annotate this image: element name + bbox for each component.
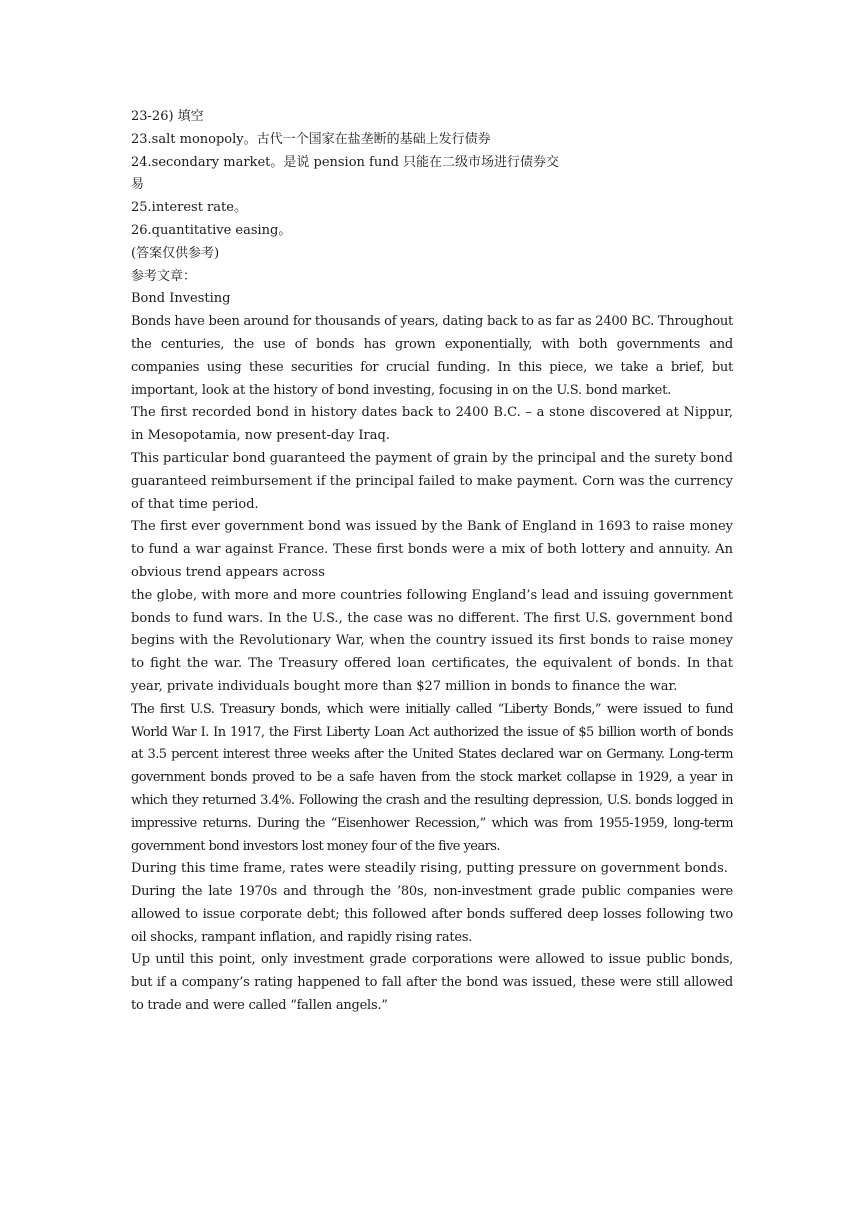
article-paragraph-8: During the late 1970s and through the ’80s, non-investment grade public companies were allowed to issue corporate debt; this followed after bonds suffered deep losses following two oil shocks, rampant inflation, and rapidly rising rates. bbox=[131, 884, 733, 945]
answers-note: (答案仅供参考) bbox=[131, 245, 220, 261]
answer-item-26: 26.quantitative easing。 bbox=[131, 222, 292, 238]
answer-item-23: 23.salt monopoly。古代一个国家在盐垄断的基础上发行债券 bbox=[131, 131, 491, 147]
document-page bbox=[131, 106, 733, 1018]
article-title: Bond Investing bbox=[131, 291, 231, 307]
article-paragraph-6: The first U.S. Treasury bonds, which were initially called “Liberty Bonds,” were issued to fund World War I. In 1917, the First Liberty Loan Act authorized the issue of $5 billion worth of bonds at 3.5 percent interest three weeks after the United States declared war on Germany. Long-term government bonds proved to be a safe haven from the stock market collapse in 1929, a year in which they returned 3.4%. Following the crash and the resulting depression, U.S. bonds logged in impressive returns. During the “Eisenhower Recession,” which was from 1955-1959, long-term government bond investors lost money four of the five years. bbox=[131, 701, 733, 854]
article-paragraph-2: The first recorded bond in history dates back to 2400 B.C. – a stone discovered at Nippur, in Mesopotamia, now present-day Iraq. bbox=[131, 405, 733, 444]
article-paragraph-3: This particular bond guaranteed the payment of grain by the principal and the surety bond guaranteed reimbursement if the principal failed to make payment. Corn was the currency of that time period. bbox=[131, 450, 733, 512]
article-paragraph-9: Up until this point, only investment grade corporations were allowed to issue public bonds, but if a company’s rating happened to fall after the bond was issued, these were still allowed to trade and were called “fallen angels.” bbox=[131, 952, 733, 1014]
answer-item-24: 24.secondary market。是说 pension fund 只能在二级市场进行债券交 bbox=[131, 154, 560, 170]
answers-heading: 23-26) 填空 bbox=[131, 109, 204, 124]
article-label: 参考文章： bbox=[131, 268, 197, 284]
article-paragraph-7: During this time frame, rates were steadily rising, putting pressure on government bonds. bbox=[131, 861, 728, 877]
article-paragraph-4: The first ever government bond was issued by the Bank of England in 1693 to raise money to fund a war against France. These first bonds were a mix of both lottery and annuity. An obvious trend appears across bbox=[131, 519, 733, 580]
answer-item-24-continued: 易 bbox=[131, 177, 145, 193]
article-paragraph-1: Bonds have been around for thousands of years, dating back to as far as 2400 BC. Throughout the centuries, the use of bonds has grown exponentially, with both governments and companies using these securities for crucial funding. In this piece, we take a brief, but important, look at the history of bond investing, focusing in on the U.S. bond market. bbox=[131, 314, 733, 398]
answer-item-25: 25.interest rate。 bbox=[131, 200, 247, 216]
article-paragraph-5: the globe, with more and more countries following England’s lead and issuing government bonds to fund wars. In the U.S., the case was no different. The first U.S. government bond begins with the Revolutionary War, when the country issued its first bonds to raise money to fight the war. The Treasury offered loan certificates, the equivalent of bonds. In that year, private individuals bought more than $27 million in bonds to finance the war. bbox=[131, 587, 733, 694]
